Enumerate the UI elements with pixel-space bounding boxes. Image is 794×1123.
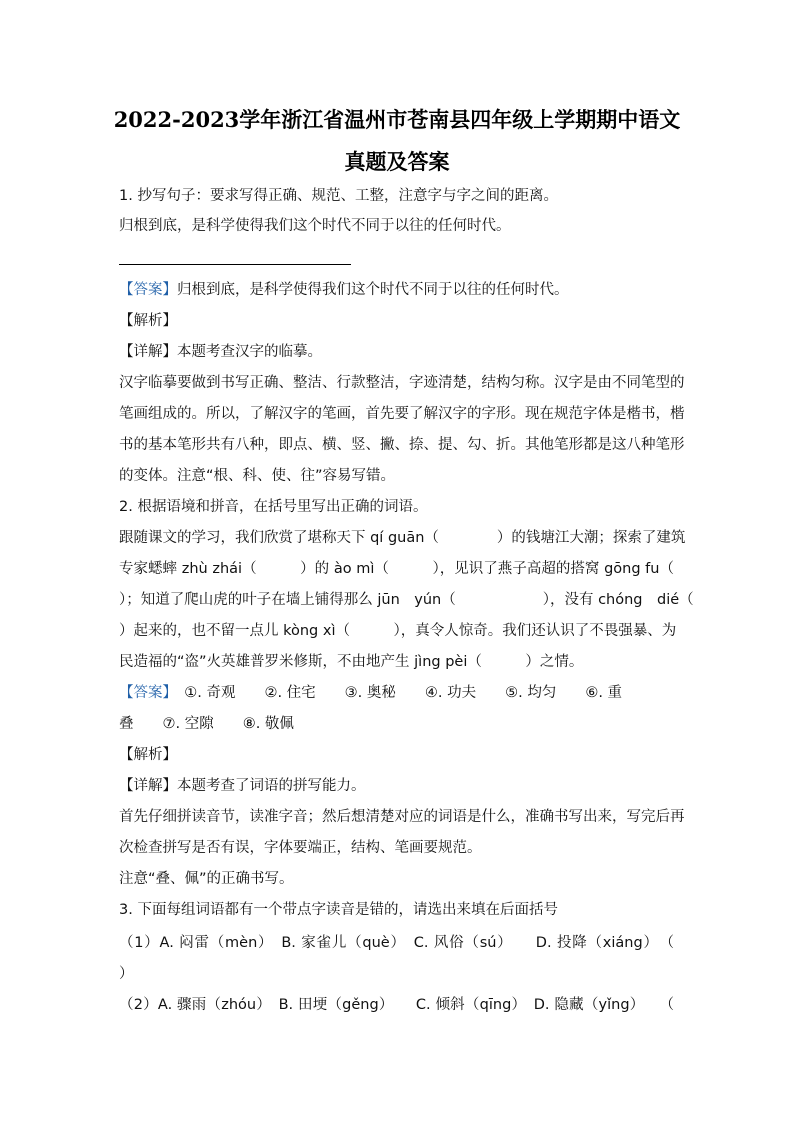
question-3-item-2: （2）A. 骤雨（zhóu） B. 田埂（gěng） C. 倾斜（qīng） D. 隐藏（yǐng） （	[119, 997, 674, 1013]
question-2-text-line1: 跟随课文的学习，我们欣赏了堪称天下 qí guān（ ）的钱塘江大潮；探索了建筑	[119, 530, 686, 546]
detail-2-note: 注意“叠、佩”的正确书写。	[119, 871, 294, 887]
document-title-line2: 真题及答案	[344, 149, 450, 174]
document-title-line1: 2022-2023学年浙江省温州市苍南县四年级上学期期中语文	[113, 107, 681, 132]
question-3-item-1: （1）A. 闷雷（mèn） B. 家雀儿（què） C. 风俗（sú） D. 投降（xiáng） （	[119, 935, 674, 951]
detail-1-para-line1: 汉字临摹要做到书写正确、整洁、行款整洁，字迹清楚，结构匀称。汉字是由不同笔型的	[119, 375, 685, 391]
answer-write-line	[119, 264, 351, 265]
answer-2	[119, 683, 622, 703]
detail-2-para-line1: 首先仔细拼读音节，读准字音；然后想清楚对应的词语是什么，准确书写出来，写完后再	[119, 809, 685, 825]
answer-1-text: 归根到底，是科学使得我们这个时代不同于以往的任何时代。	[177, 282, 569, 298]
question-1-sentence: 归根到底，是科学使得我们这个时代不同于以往的任何时代。	[119, 218, 511, 234]
detail-2-para-line2: 次检查拼写是否有误，字体要端正，结构、笔画要规范。	[119, 840, 482, 856]
question-2-text-line3: ）；知道了爬山虎的叶子在墙上铺得那么 jūn yún（ ），没有 chóng dié（	[119, 592, 694, 608]
detail-2: 【详解】本题考查了词语的拼写能力。	[119, 778, 366, 794]
question-2-text-line5: 民造福的“盗”火英雄普罗米修斯，不由地产生 jìng pèi（ ）之情。	[119, 654, 584, 670]
detail-1-para-line4: 的变体。注意“根、科、使、往”容易写错。	[119, 468, 396, 484]
question-2-text-line4: ）起来的，也不留一点儿 kòng xì（ ），真令人惊奇。我们还认识了不畏强暴、为	[119, 623, 677, 639]
question-2-text-line2: 专家蟋蟀 zhù zhái（ ）的 ào mì（ ），见识了燕子高超的搭窝 gōng fu（	[119, 561, 674, 577]
question-3-item-1-bracket: ）	[119, 966, 134, 982]
answer-1	[119, 280, 569, 300]
detail-1: 【详解】本题考查汉字的临摹。	[119, 344, 322, 360]
detail-1-para-line3: 书的基本笔形共有八种，即点、横、竖、撇、捺、提、勾、折。其他笔形都是这八种笔形	[119, 437, 685, 453]
answer-2-text: ①. 奇观 ②. 住宅 ③. 奥秘 ④. 功夫 ⑤. 均匀 ⑥. 重	[184, 685, 623, 701]
analysis-heading-1: 【解析】	[119, 313, 177, 329]
question-2-prompt: 2. 根据语境和拼音，在括号里写出正确的词语。	[119, 499, 428, 515]
detail-1-para-line2: 笔画组成的。所以，了解汉字的笔画，首先要了解汉字的字形。现在规范字体是楷书，楷	[119, 406, 685, 422]
answer-label: 【答案】	[119, 282, 177, 298]
analysis-heading-2: 【解析】	[119, 747, 177, 763]
answer-label: 【答案】	[119, 685, 170, 701]
answer-2-continued: 叠 ⑦. 空隙 ⑧. 敬佩	[119, 716, 294, 732]
question-3-prompt: 3. 下面每组词语都有一个带点字读音是错的，请选出来填在后面括号	[119, 902, 558, 918]
question-1-prompt: 1. 抄写句子：要求写得正确、规范、工整，注意字与字之间的距离。	[119, 188, 558, 204]
